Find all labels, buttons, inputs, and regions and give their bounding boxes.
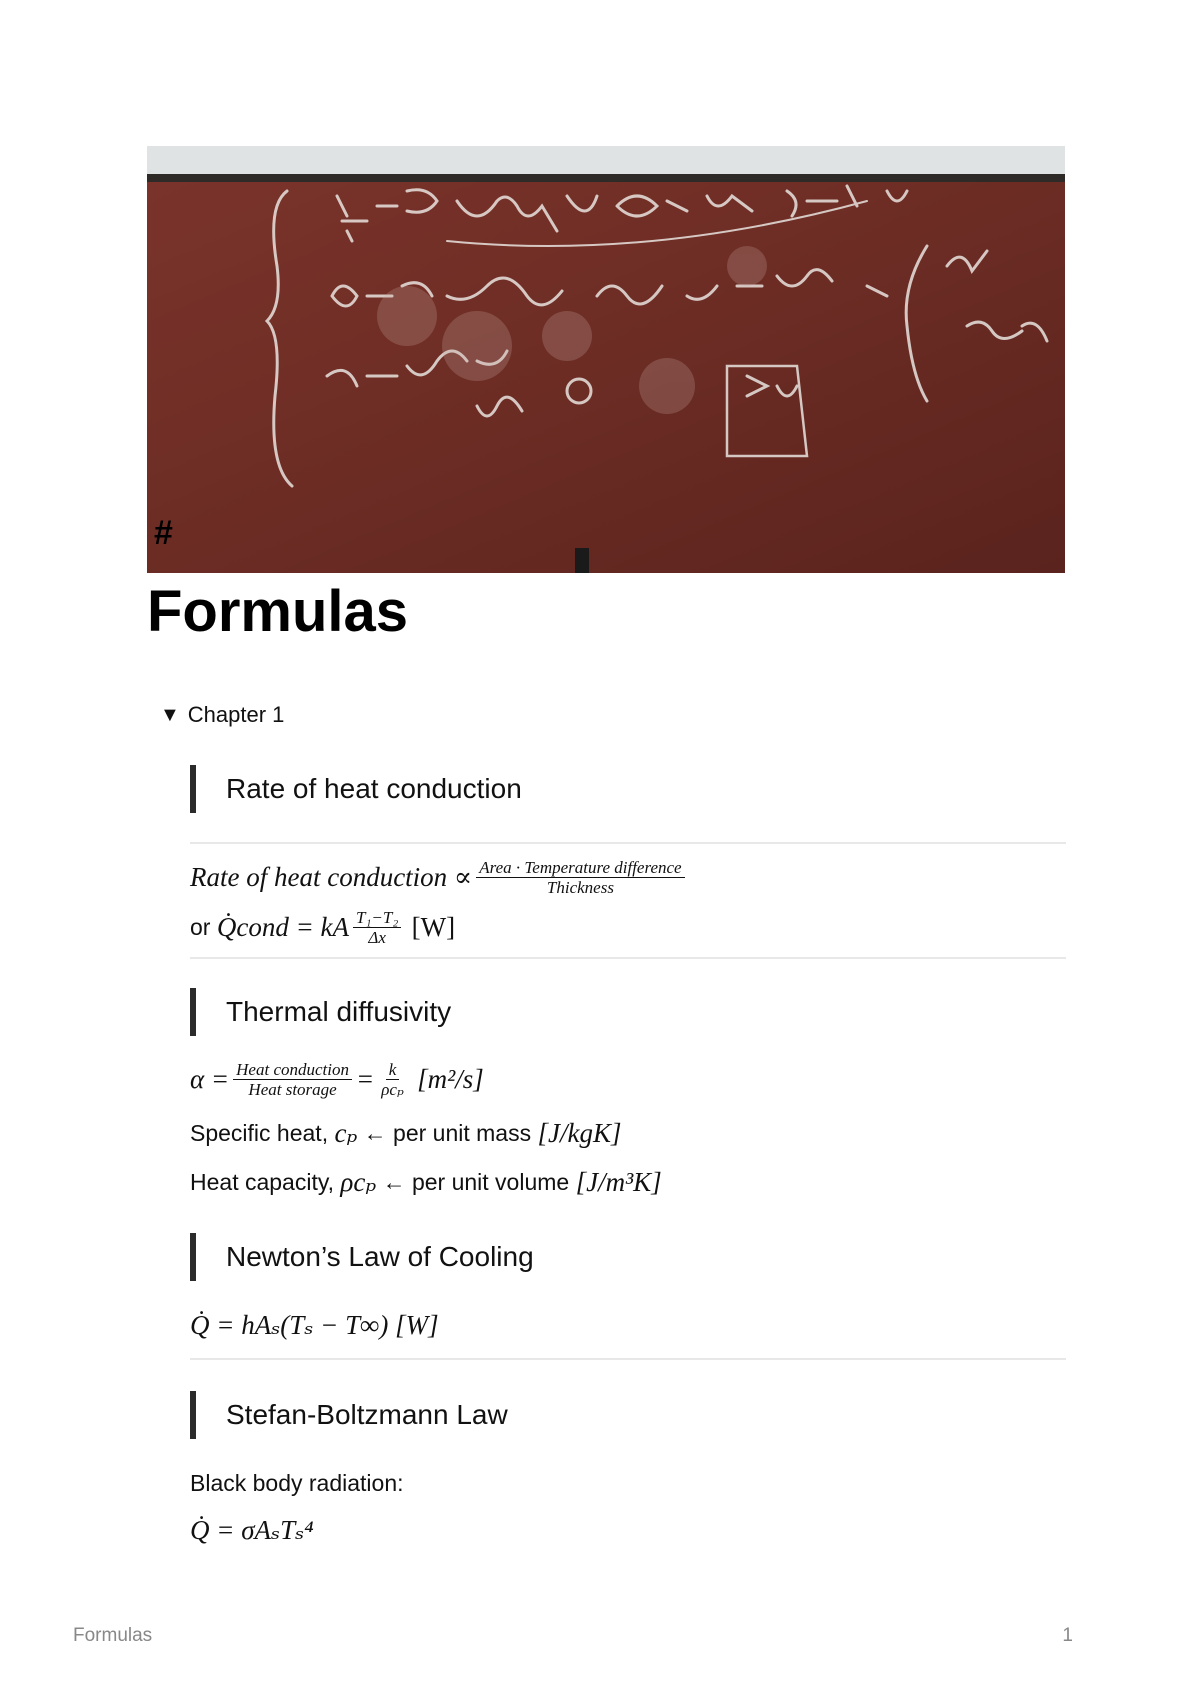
- cover-marker: #: [154, 514, 173, 552]
- page-title: Formulas: [147, 579, 409, 644]
- divider: [190, 842, 1066, 844]
- heat-conduction-proportional: Rate of heat conduction ∝ $\frac{\text{Area · Temperature difference}}{\text{Thickness}}$: [190, 858, 689, 897]
- chapter-toggle[interactable]: [160, 702, 284, 728]
- stefan-formula: Q̇ = σAₛTₛ⁴: [190, 1515, 314, 1545]
- stefan-label: Black body radiation:: [190, 1470, 404, 1496]
- heading-heat-conduction: Rate of heat conduction: [190, 765, 1066, 813]
- fraction: $\frac{k}{\text{ρcₚ}}$: [381, 1060, 404, 1099]
- heat-capacity-line: Heat capacity, ρcₚ ← per unit volume [J/m³K]: [190, 1167, 662, 1197]
- heading-thermal-diffusivity: Thermal diffusivity: [190, 988, 1066, 1036]
- fraction: $\frac{\text{Heat conduction}}{\text{Heat storage}}$: [233, 1060, 352, 1099]
- heat-conduction-formula: or Q̇cond = kA $\frac{\text{T₁−T₂}}{\Delta x}$ [W]: [190, 908, 456, 947]
- page-number: 1: [1062, 1625, 1073, 1646]
- divider: [190, 1358, 1066, 1360]
- specific-heat-line: Specific heat, cₚ ← per unit mass [J/kgK]: [190, 1118, 622, 1148]
- thermal-diffusivity-formula: α = $\frac{\text{Heat conduction}}{\text{Heat storage}}$ = $\frac{k}{\text{ρcₚ}}$ [m²/s]: [190, 1060, 484, 1099]
- triangle-down-icon[interactable]: ▼: [160, 703, 180, 726]
- newton-formula: Q̇ = hAₛ(Tₛ − T∞) [W]: [190, 1310, 439, 1340]
- divider: [190, 957, 1066, 959]
- chapter-toggle-label: Chapter 1: [187, 702, 285, 727]
- footer-title: Formulas: [73, 1625, 153, 1646]
- heading-newton: Newton’s Law of Cooling: [190, 1233, 1066, 1281]
- heading-stefan-boltzmann: Stefan-Boltzmann Law: [190, 1391, 1066, 1439]
- fraction: $\frac{\text{T₁−T₂}}{\Delta x}$: [353, 908, 401, 947]
- cover-image: [147, 146, 1065, 573]
- fraction: $\frac{\text{Area · Temperature difference}}{\text{Thickness}}$: [476, 858, 684, 897]
